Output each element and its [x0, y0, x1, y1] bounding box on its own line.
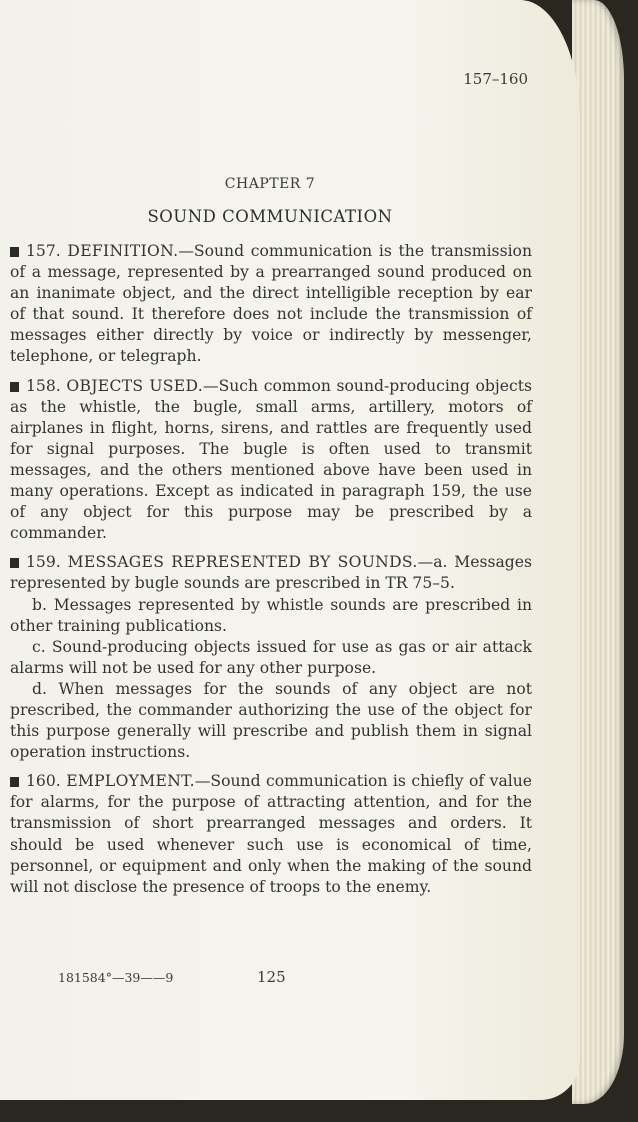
- chapter-heading: CHAPTER 7: [224, 176, 316, 192]
- paragraph-159: [10, 552, 532, 594]
- paragraph-text: —Such common sound-producing objects as the whistle, the bugle, small arms, artillery, motors of airplanes in flight, horns, sirens, and rattles are frequently used for signal purposes. The bugle is often used to transmit messages, and the others mentioned above have been used in many operations. Except as indicated in paragraph 159, the use of any object for this purpose may be prescribed by a commander.: [10, 376, 532, 543]
- paragraph-heading: OBJECTS USED.: [66, 376, 203, 395]
- bullet-square-icon: [10, 247, 19, 257]
- chapter-title: SOUND COMMUNICATION: [147, 207, 393, 226]
- paragraph-number: 157.: [26, 242, 61, 260]
- paragraph-text: —Sound communication is the transmission of a message, represented by a prearranged sound produced on an inanimate object, and the direct intelligible reception by ear of that sound. It therefore does not include the transmission of messages either directly by voice or indirectly by messenger, telephone, or telegraph.: [10, 242, 532, 366]
- page-number: 125: [257, 968, 286, 986]
- paragraph-text: —Sound communication is chiefly of value for alarms, for the purpose of attracting attention, and for the transmission of short prearranged messages and orders. It should be used whenever such use is economical of time, personnel, or equipment and only when the making of the sound will not disclose the presence of troops to the enemy.: [10, 772, 532, 896]
- bullet-square-icon: [10, 558, 19, 568]
- paragraph-text: —a. Messages represented by bugle sounds are prescribed in TR 75–5.: [10, 553, 533, 593]
- paragraph-heading: DEFINITION.: [67, 242, 179, 260]
- subparagraph-159d: d. When messages for the sounds of any object are not prescribed, the commander authorizing the use of the object for this purpose generally will prescribe and publish them in signal operation instructions.: [10, 679, 532, 762]
- bullet-square-icon: [10, 382, 19, 392]
- paragraph-158: [10, 376, 532, 545]
- paragraph-number: 159.: [26, 553, 61, 572]
- paragraph-157: [10, 241, 532, 368]
- paragraph-number: 160.: [26, 772, 61, 791]
- page-range: 157–160: [463, 70, 528, 88]
- subparagraph-159b: b. Messages represented by whistle sounds are prescribed in other training publications.: [10, 595, 532, 635]
- paragraph-heading: MESSAGES REPRESENTED BY SOUNDS.: [67, 553, 418, 572]
- paragraph-160: [10, 771, 532, 898]
- body-text: [10, 241, 532, 906]
- paragraph-number: 158.: [26, 376, 61, 395]
- subparagraph-159c: c. Sound-producing objects issued for use as gas or air attack alarms will not be used for any other purpose.: [10, 637, 532, 677]
- paragraph-heading: EMPLOYMENT.: [66, 772, 195, 791]
- bullet-square-icon: [10, 777, 19, 787]
- printer-code: 181584°—39——9: [58, 970, 174, 985]
